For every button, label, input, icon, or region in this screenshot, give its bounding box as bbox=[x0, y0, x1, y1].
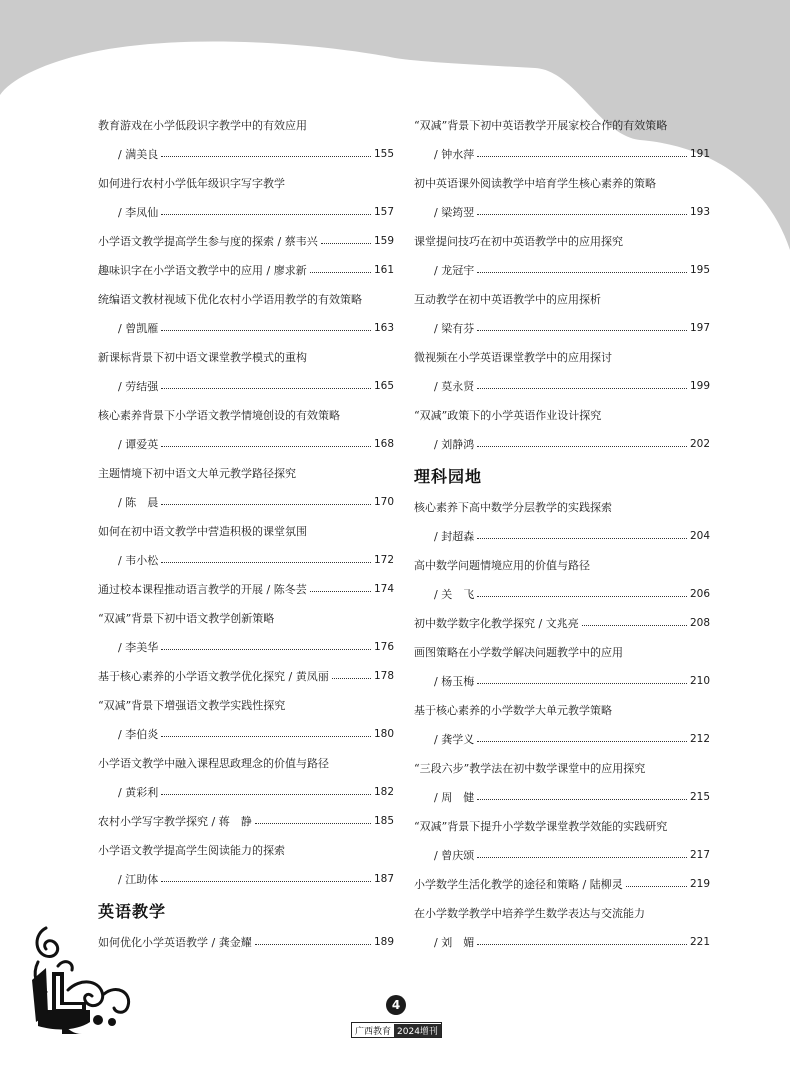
dot-leader bbox=[161, 156, 371, 157]
article-title: 如何进行农村小学低年级识字写字教学 bbox=[98, 176, 285, 190]
author-name: / 龙冠宇 bbox=[434, 263, 475, 277]
page-number: 170 bbox=[373, 495, 394, 508]
page-number: 180 bbox=[373, 727, 394, 740]
page-number: 215 bbox=[689, 790, 710, 803]
page-number: 189 bbox=[373, 935, 394, 948]
dot-leader bbox=[161, 736, 371, 737]
toc-entry-author-line bbox=[414, 371, 710, 400]
toc-entry-title bbox=[98, 458, 394, 487]
dot-leader bbox=[477, 683, 687, 684]
toc-entry-author-line bbox=[414, 313, 710, 342]
toc-entry bbox=[98, 806, 394, 835]
dot-leader bbox=[161, 562, 371, 563]
toc-entry-title bbox=[414, 695, 710, 724]
toc-entry-author-line bbox=[414, 579, 710, 608]
page-number: 212 bbox=[689, 732, 710, 745]
toc-entry-title bbox=[414, 342, 710, 371]
journal-footer-label bbox=[351, 1022, 442, 1038]
dot-leader bbox=[161, 504, 371, 505]
author-name: / 钟水萍 bbox=[434, 147, 475, 161]
toc-entry-author-line bbox=[98, 777, 394, 806]
dot-leader bbox=[161, 794, 371, 795]
dot-leader bbox=[255, 823, 371, 824]
author-name: / 江助体 bbox=[118, 872, 159, 886]
toc-entry-author-line bbox=[98, 313, 394, 342]
author-name: / 莫永贤 bbox=[434, 379, 475, 393]
article-title: “三段六步”教学法在初中数学课堂中的应用探究 bbox=[414, 761, 646, 775]
dot-leader bbox=[161, 881, 371, 882]
dot-leader bbox=[310, 272, 371, 273]
author-name: / 李凤仙 bbox=[118, 205, 159, 219]
toc-right-column bbox=[414, 110, 710, 956]
dot-leader bbox=[477, 156, 687, 157]
toc-entry-author-line bbox=[414, 429, 710, 458]
page-number: 202 bbox=[689, 437, 710, 450]
dot-leader bbox=[626, 886, 687, 887]
page-number: 219 bbox=[689, 877, 710, 890]
page-number: 182 bbox=[373, 785, 394, 798]
dot-leader bbox=[161, 388, 371, 389]
toc-entry-author-line bbox=[98, 371, 394, 400]
dot-leader bbox=[477, 330, 687, 331]
dot-leader bbox=[477, 272, 687, 273]
article-title: 初中英语课外阅读教学中培育学生核心素养的策略 bbox=[414, 176, 656, 190]
toc-entry-title bbox=[98, 342, 394, 371]
article-title: 互动教学在初中英语教学中的应用探析 bbox=[414, 292, 601, 306]
article-title: 在小学数学教学中培养学生数学表达与交流能力 bbox=[414, 906, 645, 920]
dot-leader bbox=[477, 944, 687, 945]
toc-entry-author-line bbox=[414, 782, 710, 811]
page-number: 204 bbox=[689, 529, 710, 542]
toc-entry-title bbox=[98, 284, 394, 313]
toc-entry bbox=[98, 255, 394, 284]
toc-entry-author-line bbox=[98, 864, 394, 893]
author-name: / 韦小松 bbox=[118, 553, 159, 567]
author-name: / 李美华 bbox=[118, 640, 159, 654]
page-number: 191 bbox=[689, 147, 710, 160]
toc-entry-author-line bbox=[98, 487, 394, 516]
toc-entry-title bbox=[414, 168, 710, 197]
article-title: 小学语文教学提高学生阅读能力的探索 bbox=[98, 843, 285, 857]
dot-leader bbox=[477, 388, 687, 389]
toc-entry-author-line bbox=[414, 666, 710, 695]
page-number: 155 bbox=[373, 147, 394, 160]
article-title: 统编语文教材视域下优化农村小学语用教学的有效策略 bbox=[98, 292, 362, 306]
dot-leader bbox=[477, 741, 687, 742]
article-title-with-author: 基于核心素养的小学语文教学优化探究 / 黄凤丽 bbox=[98, 669, 329, 683]
page-number: 217 bbox=[689, 848, 710, 861]
dot-leader bbox=[477, 799, 687, 800]
article-title: 高中数学问题情境应用的价值与路径 bbox=[414, 558, 590, 572]
article-title: “双减”背景下初中英语教学开展家校合作的有效策略 bbox=[414, 118, 668, 132]
page-number: 174 bbox=[373, 582, 394, 595]
toc-entry-title bbox=[98, 748, 394, 777]
author-name: / 劳结强 bbox=[118, 379, 159, 393]
dot-leader bbox=[477, 538, 687, 539]
toc-entry-title bbox=[98, 690, 394, 719]
page-number: 210 bbox=[689, 674, 710, 687]
author-name: / 周 健 bbox=[434, 790, 475, 804]
article-title: 核心素养背景下小学语文教学情境创设的有效策略 bbox=[98, 408, 340, 422]
toc-entry bbox=[98, 661, 394, 690]
dot-leader bbox=[161, 330, 371, 331]
author-name: / 杨玉梅 bbox=[434, 674, 475, 688]
page-number: 221 bbox=[689, 935, 710, 948]
author-name: / 曾庆颂 bbox=[434, 848, 475, 862]
article-title: 小学语文教学中融入课程思政理念的价值与路径 bbox=[98, 756, 329, 770]
toc-entry-author-line bbox=[98, 197, 394, 226]
toc-entry-title bbox=[98, 400, 394, 429]
article-title-with-author: 通过校本课程推动语言教学的开展 / 陈冬芸 bbox=[98, 582, 307, 596]
toc-entry-title bbox=[414, 753, 710, 782]
dot-leader bbox=[477, 596, 687, 597]
author-name: / 关 飞 bbox=[434, 587, 475, 601]
section-heading: 理科园地 bbox=[414, 466, 483, 486]
author-name: / 龚学义 bbox=[434, 732, 475, 746]
article-title: “双减”政策下的小学英语作业设计探究 bbox=[414, 408, 602, 422]
toc-entry-title bbox=[98, 603, 394, 632]
toc-entry bbox=[98, 927, 394, 956]
page-number: 161 bbox=[373, 263, 394, 276]
author-name: / 满美良 bbox=[118, 147, 159, 161]
author-name: / 谭爱英 bbox=[118, 437, 159, 451]
toc-entry-title bbox=[414, 492, 710, 521]
article-title-with-author: 如何优化小学英语教学 / 龚金耀 bbox=[98, 935, 252, 949]
page-number: 163 bbox=[373, 321, 394, 334]
author-name: / 封超森 bbox=[434, 529, 475, 543]
dot-leader bbox=[255, 944, 371, 945]
article-title-with-author: 趣味识字在小学语文教学中的应用 / 廖求新 bbox=[98, 263, 307, 277]
dot-leader bbox=[477, 857, 687, 858]
dot-leader bbox=[477, 446, 687, 447]
toc-entry-title bbox=[414, 811, 710, 840]
page-number: 172 bbox=[373, 553, 394, 566]
dot-leader bbox=[582, 625, 687, 626]
section-heading: 英语教学 bbox=[98, 901, 167, 921]
page-number: 206 bbox=[689, 587, 710, 600]
journal-name: 广西教育 bbox=[352, 1024, 394, 1037]
page-number: 165 bbox=[373, 379, 394, 392]
dot-leader bbox=[321, 243, 371, 244]
toc-entry-author-line bbox=[98, 632, 394, 661]
toc-entry-author-line bbox=[414, 840, 710, 869]
page-number: 185 bbox=[373, 814, 394, 827]
page-number: 195 bbox=[689, 263, 710, 276]
page-number: 193 bbox=[689, 205, 710, 218]
article-title: “双减”背景下初中语文教学创新策略 bbox=[98, 611, 275, 625]
article-title: 教育游戏在小学低段识字教学中的有效应用 bbox=[98, 118, 307, 132]
toc-entry-author-line bbox=[414, 927, 710, 956]
article-title-with-author: 初中数学数字化教学探究 / 文兆亮 bbox=[414, 616, 579, 630]
toc-entry-author-line bbox=[414, 139, 710, 168]
page-number: 176 bbox=[373, 640, 394, 653]
author-name: / 刘静鸿 bbox=[434, 437, 475, 451]
author-name: / 刘 媚 bbox=[434, 935, 475, 949]
toc-entry-author-line bbox=[414, 724, 710, 753]
author-name: / 梁有芬 bbox=[434, 321, 475, 335]
article-title-with-author: 小学语文教学提高学生参与度的探索 / 蔡韦兴 bbox=[98, 234, 318, 248]
page-number: 168 bbox=[373, 437, 394, 450]
article-title: 基于核心素养的小学数学大单元教学策略 bbox=[414, 703, 612, 717]
page-number: 157 bbox=[373, 205, 394, 218]
journal-issue: 2024增刊 bbox=[394, 1024, 441, 1037]
article-title-with-author: 农村小学写字教学探究 / 蒋 静 bbox=[98, 814, 252, 828]
toc-entry-author-line bbox=[414, 255, 710, 284]
toc-entry-title bbox=[414, 226, 710, 255]
dot-leader bbox=[161, 214, 371, 215]
toc-entry-author-line bbox=[98, 139, 394, 168]
page-number-badge: 4 bbox=[386, 995, 406, 1015]
page-number: 187 bbox=[373, 872, 394, 885]
article-title: 核心素养下高中数学分层教学的实践探索 bbox=[414, 500, 612, 514]
toc-entry-title bbox=[414, 400, 710, 429]
page-number: 159 bbox=[373, 234, 394, 247]
toc-entry bbox=[414, 608, 710, 637]
page-number: 178 bbox=[373, 669, 394, 682]
toc-entry-title bbox=[98, 516, 394, 545]
page-number: 208 bbox=[689, 616, 710, 629]
author-name: / 黄彩利 bbox=[118, 785, 159, 799]
toc-entry-author-line bbox=[98, 719, 394, 748]
author-name: / 曾凯雁 bbox=[118, 321, 159, 335]
toc-entry-author-line bbox=[98, 429, 394, 458]
page-number: 197 bbox=[689, 321, 710, 334]
toc-entry-title bbox=[98, 168, 394, 197]
toc-entry bbox=[98, 226, 394, 255]
article-title-with-author: 小学数学生活化教学的途径和策略 / 陆柳灵 bbox=[414, 877, 623, 891]
toc-entry bbox=[414, 869, 710, 898]
dot-leader bbox=[310, 591, 371, 592]
author-name: / 李伯炎 bbox=[118, 727, 159, 741]
article-title: 画图策略在小学数学解决问题教学中的应用 bbox=[414, 645, 623, 659]
toc-entry-author-line bbox=[98, 545, 394, 574]
dot-leader bbox=[332, 678, 371, 679]
toc-entry-title bbox=[414, 637, 710, 666]
toc-entry bbox=[98, 574, 394, 603]
toc-left-column bbox=[98, 110, 394, 956]
toc-entry-author-line bbox=[414, 197, 710, 226]
toc-entry-title bbox=[414, 550, 710, 579]
toc-entry-title bbox=[98, 835, 394, 864]
dot-leader bbox=[161, 649, 371, 650]
article-title: 主题情境下初中语文大单元教学路径探究 bbox=[98, 466, 296, 480]
article-title: 课堂提问技巧在初中英语教学中的应用探究 bbox=[414, 234, 623, 248]
toc-entry-title bbox=[414, 110, 710, 139]
dot-leader bbox=[161, 446, 371, 447]
article-title: “双减”背景下提升小学数学课堂教学效能的实践研究 bbox=[414, 819, 668, 833]
article-title: 如何在初中语文教学中营造积极的课堂氛围 bbox=[98, 524, 307, 538]
page-number: 199 bbox=[689, 379, 710, 392]
author-name: / 梁筠翌 bbox=[434, 205, 475, 219]
article-title: 微视频在小学英语课堂教学中的应用探讨 bbox=[414, 350, 612, 364]
decorative-corner-ornament-icon bbox=[28, 922, 140, 1034]
dot-leader bbox=[477, 214, 687, 215]
toc-entry-author-line bbox=[414, 521, 710, 550]
toc-entry-title bbox=[414, 284, 710, 313]
article-title: 新课标背景下初中语文课堂教学模式的重构 bbox=[98, 350, 307, 364]
author-name: / 陈 晨 bbox=[118, 495, 159, 509]
toc-entry-title bbox=[414, 898, 710, 927]
article-title: “双减”背景下增强语文教学实践性探究 bbox=[98, 698, 286, 712]
toc-entry-title bbox=[98, 110, 394, 139]
